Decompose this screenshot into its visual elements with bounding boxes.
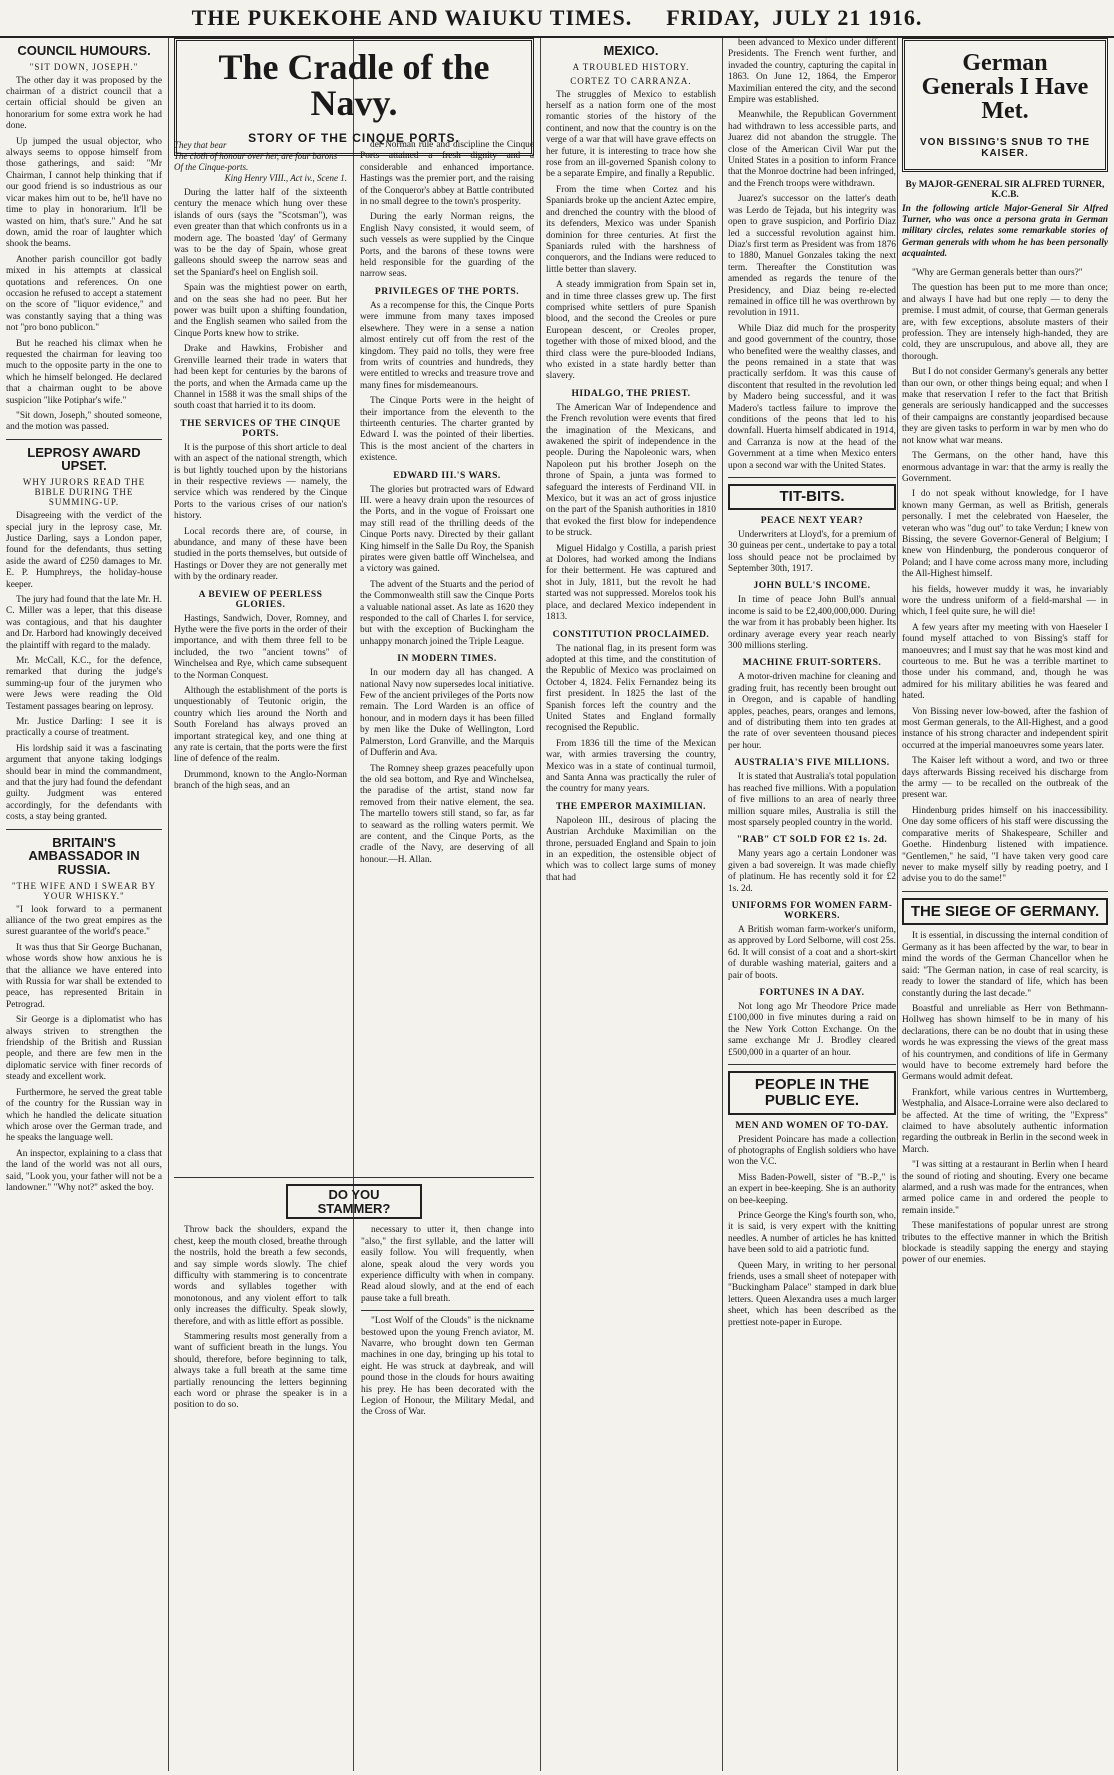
titbit-text: Not long ago Mr Theodore Price made £100,000 in five minutes during a raid on the New York Cotton Exchange. On the same exchange Mr J. Brodley cleared £500,000 in a quarter of an hour.: [728, 1001, 896, 1058]
paragraph: An inspector, explaining to a class that the land of the world was not all ours, said, "Look you, your father will not be a landowner." "Why not?" asked the boy.: [6, 1148, 162, 1193]
paragraph: From 1836 till the time of the Mexican war, with armies traversing the country, Mexico was in a state of continual turmoil, and Santa Anna was practically the ruler of the country for many years.: [546, 738, 716, 795]
titbit-title: UNIFORMS FOR WOMEN FARM-WORKERS.: [731, 900, 893, 921]
paragraph: Hastings, Sandwich, Dover, Romney, and Hythe were the five ports in the order of their importance, and with them three fell to be included, the two "ancient towns" of Winchelsea and Rye, which came subsequent to the Norman Conquest.: [174, 613, 347, 681]
article-leprosy-award: [6, 446, 162, 824]
headline: The Cradle of the Navy.: [218, 47, 490, 123]
subheadline: MEN AND WOMEN OF TO-DAY.: [735, 1120, 889, 1131]
divider: [6, 439, 162, 440]
divider: [174, 1177, 534, 1178]
epigraph-line: The cloth of honour over her, are four barons: [174, 151, 338, 161]
paragraph: These manifestations of popular unrest are strong tributes to the effective manner in which the British blockade is steadily sapping the energy and staying power of our enemies.: [902, 1221, 1108, 1266]
column-3: [360, 140, 534, 1170]
column-2: [174, 140, 347, 1170]
paragraph: It was thus that Sir George Buchanan, whose words show how anxious he is that the alliance we have entered into with Russia for war shall be extended to peace, has represented Britain in Petrograd.: [6, 942, 162, 1010]
titbit-text: Underwriters at Lloyd's, for a premium of 30 guineas per cent., undertake to pay a total loss should peace not be proclaimed by September 30th, 1917.: [728, 529, 896, 574]
paragraph: The question has been put to me more than once; and always I have had but one reply — to deny the premise. I must admit, of course, that German generals are, with few exceptions, absolute masters of their profession. They are intensely high-handed, they are cold, they are unscrupulous, and above all, they are thorough.: [902, 283, 1108, 362]
titbit-title: JOHN BULL'S INCOME.: [753, 581, 871, 592]
paragraph: "Sit down, Joseph," shouted someone, and the motion was passed.: [6, 411, 162, 433]
divider: [902, 891, 1108, 892]
paragraph: his fields, however muddy it was, he invariably wore the undress uniform of a field-marshal — in which, I feel quite sure, he will die!: [902, 584, 1108, 618]
column-rule: [897, 38, 898, 1771]
paragraph: been advanced to Mexico under different Presidents. The French went further, and invaded the country, capturing the capital in 1863. On June 12, 1864, the Emperor Maximilian entered the city, and the second Empire was established.: [728, 38, 896, 106]
paragraph: der Norman rule and discipline the Cinque Ports attained a fresh dignity and a considerable and enhanced importance. Hastings was the premier port, and the raising of the Conqueror's abbey at Battle contributed in no small degree to the town's prosperity.: [360, 140, 534, 208]
paragraph: The national flag, in its present form was adopted at this time, and the constitution of the Republic of Mexico was proclaimed on October 4, 1824. Felix Fernandez being its first president. In 1825 the last of the Spanish forces left the country and the United States and England formally recognised the Republic.: [546, 643, 716, 734]
column-1: [6, 38, 162, 1771]
paragraph: A few years after my meeting with von Haeseler I found myself attached to von Bissing's staff for manoeuvres; and I must say that he was most kind and courteous to me. But he was a terrible martinet to those under his command, and, though he was admired for his military abilities he was feared and hated.: [902, 622, 1108, 702]
paragraph: Throw back the shoulders, expand the chest, keep the mouth closed, breathe through the nostrils, hold the breath a few seconds, and say simple words slowly. The chief difficulty with stammering is to concentrate words and syllables together with monotonous, and any violent effort to talk only increases the difficulty. Speak slowly, therefore, and with as little effort as possible.: [174, 1225, 347, 1327]
paragraph: Drake and Hawkins, Frobisher and Grenville learned their trade in waters that had been kept for centuries by the barons of the ports, and when the Armada came up the Channel in 1588 it was the small ships of the south coast that harried it to its doom.: [174, 344, 347, 412]
paragraph: The jury had found that the late Mr. H. C. Miller was a leper, that this disease was contagious, and that his daughter and Dr. Harbord had knowingly deceived the plaintiff with regard to the malady.: [6, 594, 162, 651]
headline: DO YOU STAMMER?: [317, 1187, 391, 1216]
headline: LEPROSY AWARD UPSET.: [27, 444, 141, 474]
paragraph: Mr. McCall, K.C., for the defence, remarked that during the judge's summing-up four of the jurymen who were Jews were reading the Old Testament passages bearing on leprosy.: [6, 655, 162, 712]
section-heading: A BEVIEW OF PEERLESS GLORIES.: [198, 589, 323, 610]
subheadline: A TROUBLED HISTORY.: [572, 61, 690, 72]
paragraph: Mr. Justice Darling: I see it is practically a course of treatment.: [6, 717, 162, 739]
article-council-humours: [6, 44, 162, 434]
titbit-title: MACHINE FRUIT-SORTERS.: [742, 658, 882, 669]
column-4: [546, 38, 716, 1771]
section-heading: HIDALGO, THE PRIEST.: [571, 388, 691, 399]
paragraph: The other day it was proposed by the chairman of a district council that a certain official should be given an honorarium for some extra work he had done.: [6, 75, 162, 132]
paragraph: Another parish councillor got badly mixed in his attempts at classical quotations and references. On one occasion he refused to accept a statement on the score of "liquor evidence," and was constantly saying that a thing was not "pro bono publicon.": [6, 254, 162, 334]
titbit-text: Many years ago a certain Londoner was given a bad sovereign. It was made chiefly of platinum. He has recently sold it for £2 1s. 2d.: [728, 849, 896, 894]
paragraph: Up jumped the usual objector, who always seems to oppose himself from those gatherings, and said: "Mr Chairman, I cannot help thinking that if our good friend is so industrious as our vicar makes him out to be, he'll have no time to play in honorarium. It'll be wasted on him, that's sure." And he sat down, amid the roar of laughter which shook the beams.: [6, 136, 162, 250]
paragraph: Napoleon III., desirous of placing the Austrian Archduke Maximilian on the throne, persuaded England and Spain to join in an expedition, the ostensible object of which was to collect large sums of money that had: [546, 815, 716, 883]
paragraph: During the early Norman reigns, the English Navy consisted, it would seem, of such vessels as were supplied by the Cinque Ports, and the barons of these towns were held responsible for the guarding of the narrow seas.: [360, 212, 534, 280]
paragraph: It is essential, in discussing the internal condition of Germany as it has been affected by the war, to bear in mind the words of the German Chancellor when he said: "The German nation, in case of real scarcity, is ready to lower the standard of life, which has been constantly during the last decade.": [902, 931, 1108, 999]
headline: TIT-BITS.: [779, 488, 845, 506]
paragraph: As a recompense for this, the Cinque Ports were immune from many taxes imposed elsewhere. They were in a sense a nation almost entirely cut off from the rest of the kingdom. They paid no tolls, they were free from writs of countries and hundreds, they were entitled to wrecks and treasure trove and many fines for misdemeanours.: [360, 300, 534, 391]
epigraph-line: Of the Cinque-ports.: [174, 162, 249, 172]
article-ambassador: [6, 836, 162, 1195]
paragraph: Hindenburg prides himself on his inaccessibility. One day some officers of his staff were discussing the comparative merits of Shakespeare, Schiller and Goethe. Hindenburg listened with impatience. "Gentlemen," he said, "I have taken very good care never to make myself silly by reading poetry, and I advise you to do the same!": [902, 805, 1108, 885]
paragraph: A steady immigration from Spain set in, and in time three classes grew up. The first comprised white settlers of pure Spanish blood, and the second the Creoles or pure European descent, or Creoles proper, together with those of mixed blood, and the third class were the pure-blooded Indians, who existed in a state hardly better than slavery.: [546, 280, 716, 382]
titbit-text: It is stated that Australia's total population has reached five millions. With a population of five millions to an area of nearly three million square miles, Australia is still the most sparsely peopled country in the world.: [728, 772, 896, 828]
masthead-day: FRIDAY,: [666, 5, 761, 30]
headline: COUNCIL HUMOURS.: [17, 43, 151, 58]
paragraph: "Lost Wolf of the Clouds" is the nickname bestowed upon the young French aviator, M. Navarre, who brought down ten German machines in one day, bringing up his total to eight. He was struck at daybreak, and will pound those in the clouds for hours awaiting his prey. He has been decorated with the Legion of Honour, the Military Medal, and the Cross of War.: [361, 1316, 534, 1418]
titbit-title: AUSTRALIA'S FIVE MILLIONS.: [734, 758, 890, 769]
titbit-text: A British woman farm-worker's uniform, as approved by Lord Selborne, will cost 25s. 6d. It will consist of a coat and a short-skirt of durable washing material, gaiters and a pair of boots.: [728, 924, 896, 981]
epigraph-line: They that bear: [174, 140, 227, 150]
paragraph: Frankfort, while various centres in Wurttemberg, Westphalia, and Alsace-Lorraine were also declared to be affected. At the time of writing, the "Express" claimed to have absolutely authentic information regarding the outbreak in Berlin in the second week in March.: [902, 1087, 1108, 1155]
stammer-right: [361, 1225, 534, 1423]
headline: German Generals I Have Met.: [921, 50, 1089, 124]
paragraph: Although the establishment of the ports is unquestionably of Teutonic origin, the country which lies around the North and South Foreland has always proved an important strategical key, and one thing at any rate is certain, that the ports were the first line of defence of the realm.: [174, 686, 347, 765]
german-generals-title-box: [902, 38, 1108, 172]
paragraph: Miguel Hidalgo y Costilla, a parish priest at Dolores, had worked among the Indians for their betterment. He was captured and shot in July, 1811, but the revolt he had started was not suppressed. Morelos took his place, and declared Mexico independent in 1813.: [546, 543, 716, 623]
paragraph: The Kaiser left without a word, and two or three days afterwards Bissing received his discharge from the army — to be recalled on the outbreak of the present war.: [902, 756, 1108, 801]
stammer-heading-box: [286, 1184, 422, 1219]
subheadline: "THE WIFE AND I SWEAR BY YOUR WHISKY.": [11, 880, 157, 901]
section-heading: THE SERVICES OF THE CINQUE PORTS.: [180, 418, 341, 439]
paragraph: But he reached his climax when he requested the chairman for leaving too much to the opposite party in the one to which he himself belonged. He declared that a chairman ought to be above suspicion "like Potiphar's wife.": [6, 338, 162, 406]
column-rule: [168, 38, 169, 1771]
column-rule: [722, 38, 723, 1771]
subheadline: WHY JURORS READ THE BIBLE DURING THE SUMMING-UP.: [22, 477, 146, 508]
paragraph: Disagreeing with the verdict of the special jury in the leprosy case, Mr. Justice Darling, says a London paper, found for the defendants, thus setting aside the award of £250 damages to Mr. E. P. Humphreys, the holiday-house keeper.: [6, 511, 162, 590]
stammer-article: [174, 1172, 534, 1771]
paragraph: The struggles of Mexico to establish herself as a nation form one of the most romantic stories of the history of the continent, and now that the country is on the verge of a war that will have grave effects on her future, it is interesting to trace how she rose from an ill-governed Spanish colony to be a separate Empire, and finally a Republic.: [546, 89, 716, 180]
paragraph: Stammering results most generally from a want of sufficient breath in the lungs. You should, therefore, before beginning to talk, always take a full breath at the same time partially renouncing the letters beginning each word or phrase the speaker is in a position to do so.: [174, 1331, 347, 1411]
section-heading: CONSTITUTION PROCLAIMED.: [552, 629, 710, 640]
paragraph: Spain was the mightiest power on earth, and on the seas she had no peer. But her power was built upon a shifting foundation, and the English seamen who sailed from the Cinque Ports knew how to strike.: [174, 283, 347, 339]
masthead: [0, 0, 1114, 38]
paragraph: Sir George is a diplomatist who has always striven to strengthen the friendship of the British and Russian people, and there are few men in the diplomatic service with finer records of steady and excellent work.: [6, 1015, 162, 1083]
stammer-left: [174, 1225, 347, 1423]
paragraph: Von Bissing never low-bowed, after the fashion of most German generals, to the All-Highest, and a good instance of his strong character and independent spirit occurred at the imperial manoeuvres some years later.: [902, 706, 1108, 751]
paragraph: Furthermore, he served the great table of the country for the Russian way in which he handled the delicate situation which arose over the German trade, and he speaks the language well.: [6, 1087, 162, 1144]
paragraph: During the latter half of the sixteenth century the menace which hung over these islands of ours (says the "Scotsman"), was even greater than that which confronts us in a modern age. The boasted 'day' of Germany was to be the day of Spain, whose great galleons should sweep the narrow seas and set the Spaniard's heel on English soil.: [174, 188, 347, 278]
headline: BRITAIN'S AMBASSADOR IN RUSSIA.: [28, 834, 140, 877]
subheadline: VON BISSING'S SNUB TO THE KAISER.: [920, 137, 1090, 159]
section-heading: PRIVILEGES OF THE PORTS.: [374, 286, 520, 297]
cradle-title-box: [174, 38, 534, 156]
paragraph: necessary to utter it, then change into "also," the first syllable, and the latter will easily follow. You will frequently, when alone, speak aloud the very words you experience difficulty with when in company. Read aloud slowly, and at the end of each pause take a full breath.: [361, 1225, 534, 1304]
epigraph-source: King Henry VIII., Act iv., Scene 1.: [224, 173, 347, 183]
paragraph: President Poincare has made a collection of photographs of English soldiers who have won the V.C.: [728, 1134, 896, 1168]
masthead-date: JULY 21 1916.: [772, 5, 923, 30]
column-6: [902, 38, 1108, 1771]
byline: By MAJOR-GENERAL SIR ALFRED TURNER, K.C.B.: [905, 180, 1105, 200]
paragraph: Juarez's successor on the latter's death was Lerdo de Tejada, but his integrity was open to grave suspicion, and Porfirio Diaz led a successful revolution against him. Diaz's first term as President was from 1876 to 1880, Manuel Gonzales taking the next term. Thereafter the Constitution was amended as regards the tenure of the Presidency, and Diaz being re-elected remained in office till he was overthrown by revolution in 1911.: [728, 194, 896, 319]
paragraph: Prince George the King's fourth son, who, it is said, is very expert with the knitting needles. A number of articles he has knitted have been sold to aid a patriotic fund.: [728, 1210, 896, 1256]
paragraph: Miss Baden-Powell, sister of "B.-P.," is an expert in bee-keeping. She is an authority on bee-keeping.: [728, 1172, 896, 1206]
paragraph: The advent of the Stuarts and the period of the Commonwealth still saw the Cinque Ports a valuable national asset. As late as 1620 they responded to the call of Charles I. for service, but with the exception of Buckingham the unhappy monarch joined the Triple League.: [360, 579, 534, 647]
stammer-columns: [174, 1225, 534, 1423]
paragraph: Boastful and unreliable as Herr von Bethmann-Hollweg has shown himself to be in many of his declarations, there can be no doubt that in using these words he was expressing the views of the great mass of his countrymen, and conditions of life in Germany would have to become extremely hard before the Germans would admit defeat.: [902, 1003, 1108, 1083]
titbit-title: "RAB" CT SOLD FOR £2 1s. 2d.: [736, 835, 888, 846]
divider: [361, 1310, 534, 1311]
siege-heading-box: [902, 898, 1108, 926]
epigraph: [174, 140, 347, 184]
paragraph: It is the purpose of this short article to deal with an aspect of the national strength, which is but lightly touched upon by the historians in their respective reviews — namely, the service which was rendered by the Cinque Ports to the various crises of our nation's history.: [174, 442, 347, 522]
paragraph: The Germans, on the other hand, have this enormous advantage in war: that the army is really the Government.: [902, 451, 1108, 484]
subheadline: CORTEZ TO CARRANZA.: [570, 75, 692, 86]
paragraph: Queen Mary, in writing to her personal friends, uses a small sheet of notepaper with "Buckingham Palace" stamped in dark blue letters. Queen Alexandra uses a much larger sheet, which has been described as the prettiest note-paper in Europe.: [728, 1260, 896, 1328]
paragraph: While Diaz did much for the prosperity and good government of the country, those who benefited were the wealthy classes, and the peons remained in a state that was practically serfdom. It was this cause of discontent that resulted in the revolution led by Madero being successful, and it was Madero's tactless failure to improve the conditions of the peons that led to his downfall. Huerta himself abdicated in 1914, and Carranza is now at the head of the Government at a time when Mexico enters upon a second war with the United States.: [728, 323, 896, 471]
headline: MEXICO.: [603, 43, 659, 58]
titbit-title: PEACE NEXT YEAR?: [760, 515, 864, 526]
paragraph: "Why are German generals better than ours?": [912, 268, 1083, 279]
paragraph: Drummond, known to the Anglo-Norman branch of the high seas, and an: [174, 769, 347, 792]
headline: PEOPLE IN THE PUBLIC EYE.: [754, 1076, 870, 1109]
paragraph: The glories but protracted wars of Edward III. were a heavy drain upon the resources of the Ports, and in the vogue of Froissart one may still read of the thrilling deeds of the Cinque Ports navy. Directed by their gallant King himself in the Salle Du Roy, the Spanish pirates were given battle off Winchelsea, and a victory was gained.: [360, 484, 534, 575]
headline: THE SIEGE OF GERMANY.: [910, 902, 1100, 920]
paragraph: In our modern day all has changed. A national Navy now supersedes local initiative. Few of the ancient privileges of the Ports now remain. The Lord Warden is an office of honour, and in modern days it has been filled by men like the Duke of Wellington, Lord Palmerston, Lord Granville, and the Marquis of Dufferin and Ava.: [360, 668, 534, 759]
column-rule: [540, 38, 541, 1771]
paragraph: "I was sitting at a restaurant in Berlin when I heard the sound of rioting and shouting. Every one became alarmed, and a rush was made for the entrances, when armed police came in and ordered the people to remain inside.": [902, 1160, 1108, 1216]
paragraph: The Cinque Ports were in the height of their importance from the eleventh to the thirteenth centuries. The charter granted by Edward I. was the pointed of their liberties. This is the most ancient of the charters in existence.: [360, 396, 534, 464]
subheadline: "SIT DOWN, JOSEPH.": [29, 61, 139, 72]
paragraph: "I look forward to a permanent alliance of the two great empires as the surest guarantee of the world's peace.": [6, 904, 162, 938]
section-heading: THE EMPEROR MAXIMILIAN.: [555, 801, 707, 812]
paragraph: The American War of Independence and the French revolution were events that fired the imagination of the Mexicans, and awakened the spirit of independence in the people. During the Napoleonic wars, when Napoleon put his brother Joseph on the throne of Spain, a junta was formed to safeguard the interests of Ferdinand VII. in Mexico, but it was an act of gross injustice on the part of the Spanish authorities in 1810 that evoked the first blow for independence to be struck.: [546, 402, 716, 539]
paragraph: The Romney sheep grazes peacefully upon the old sea bottom, and Rye and Winchelsea, the paradise of the artist, stand now far removed from their native element, the sea. The martello towers still stand, so far, as far to seaward as the rolling waters permit. We are content, and the Cinque Ports, as the cradle of the Navy, are deserving of all honour.—H. Allan.: [360, 763, 534, 865]
paragraph: Meanwhile, the Republican Government had withdrawn to less accessible parts, and Juarez did not abandon the struggle. The close of the American Civil War put the United States in a position to inform France that the Monroe doctrine had been infringed, and the French troops were withdrawn.: [728, 110, 896, 189]
titbit-text: In time of peace John Bull's annual income is said to be £2,400,000,000. During the war from it has probably been higher. Its ordinary average every year reach nearly 300 millions sterling.: [728, 595, 896, 652]
divider: [6, 829, 162, 830]
section-heading: IN MODERN TIMES.: [397, 654, 497, 665]
masthead-title: THE PUKEKOHE AND WAIUKU TIMES.: [191, 5, 633, 30]
paragraph: But I do not consider Germany's generals any better than our own, or other things being equal; and when I make that reservation I refer to the fact that British generals are seriously handicapped and the successes of their campaigns are constantly jeopardised because they are given tasks to perform in war by men who do not know what war means.: [902, 367, 1108, 446]
paragraph: His lordship said it was a fascinating argument that anyone taking lodgings should bear in mind the commandment, and that the jury had found the defendant guilty. Judgment was entered accordingly, for the defendants with costs, a stay being granted.: [6, 743, 162, 823]
paragraph: I do not speak without knowledge, for I have known many German, as well as British, generals personally. I met the celebrated von Haeseler, the veteran who was "dug out" to take Verdun; I knew von Bissing, the severe Governor-General of Belgium; I knew von Hindenburg, the ponderous conqueror of Poland; and I have come across many more, including the All-Highest himself.: [902, 489, 1108, 580]
titbit-text: A motor-driven machine for cleaning and grading fruit, has recently been brought out in Oregon, and is capable of handling apples, peaches, pears, oranges and lemons, and of distributing them into ten grades at the rate of over seventeen thousand pieces per hour.: [728, 672, 896, 751]
subheadline: STORY OF THE CINQUE PORTS.: [248, 131, 460, 145]
section-heading: EDWARD III.'S WARS.: [393, 470, 501, 481]
intro: In the following article Major-General Sir Alfred Turner, who was once a persona grata in German military circles, relates some remarkable stories of German generals with whom he has been personally acquainted.: [902, 204, 1108, 259]
paragraph: From the time when Cortez and his Spaniards broke up the ancient Aztec empire, and drenched the country with the blood of its defenders, Mexico was under Spanish dominion for three centuries. At first the Spaniards ruled with the harshness of conquerors, and the Indians were reduced to little better than slavery.: [546, 184, 716, 275]
paragraph: Local records there are, of course, in abundance, and many of these have been studied in the ports themselves, but outside of Hastings or Dover they are not generally met with by the ordinary reader.: [174, 526, 347, 583]
titbit-title: FORTUNES IN A DAY.: [759, 987, 865, 998]
